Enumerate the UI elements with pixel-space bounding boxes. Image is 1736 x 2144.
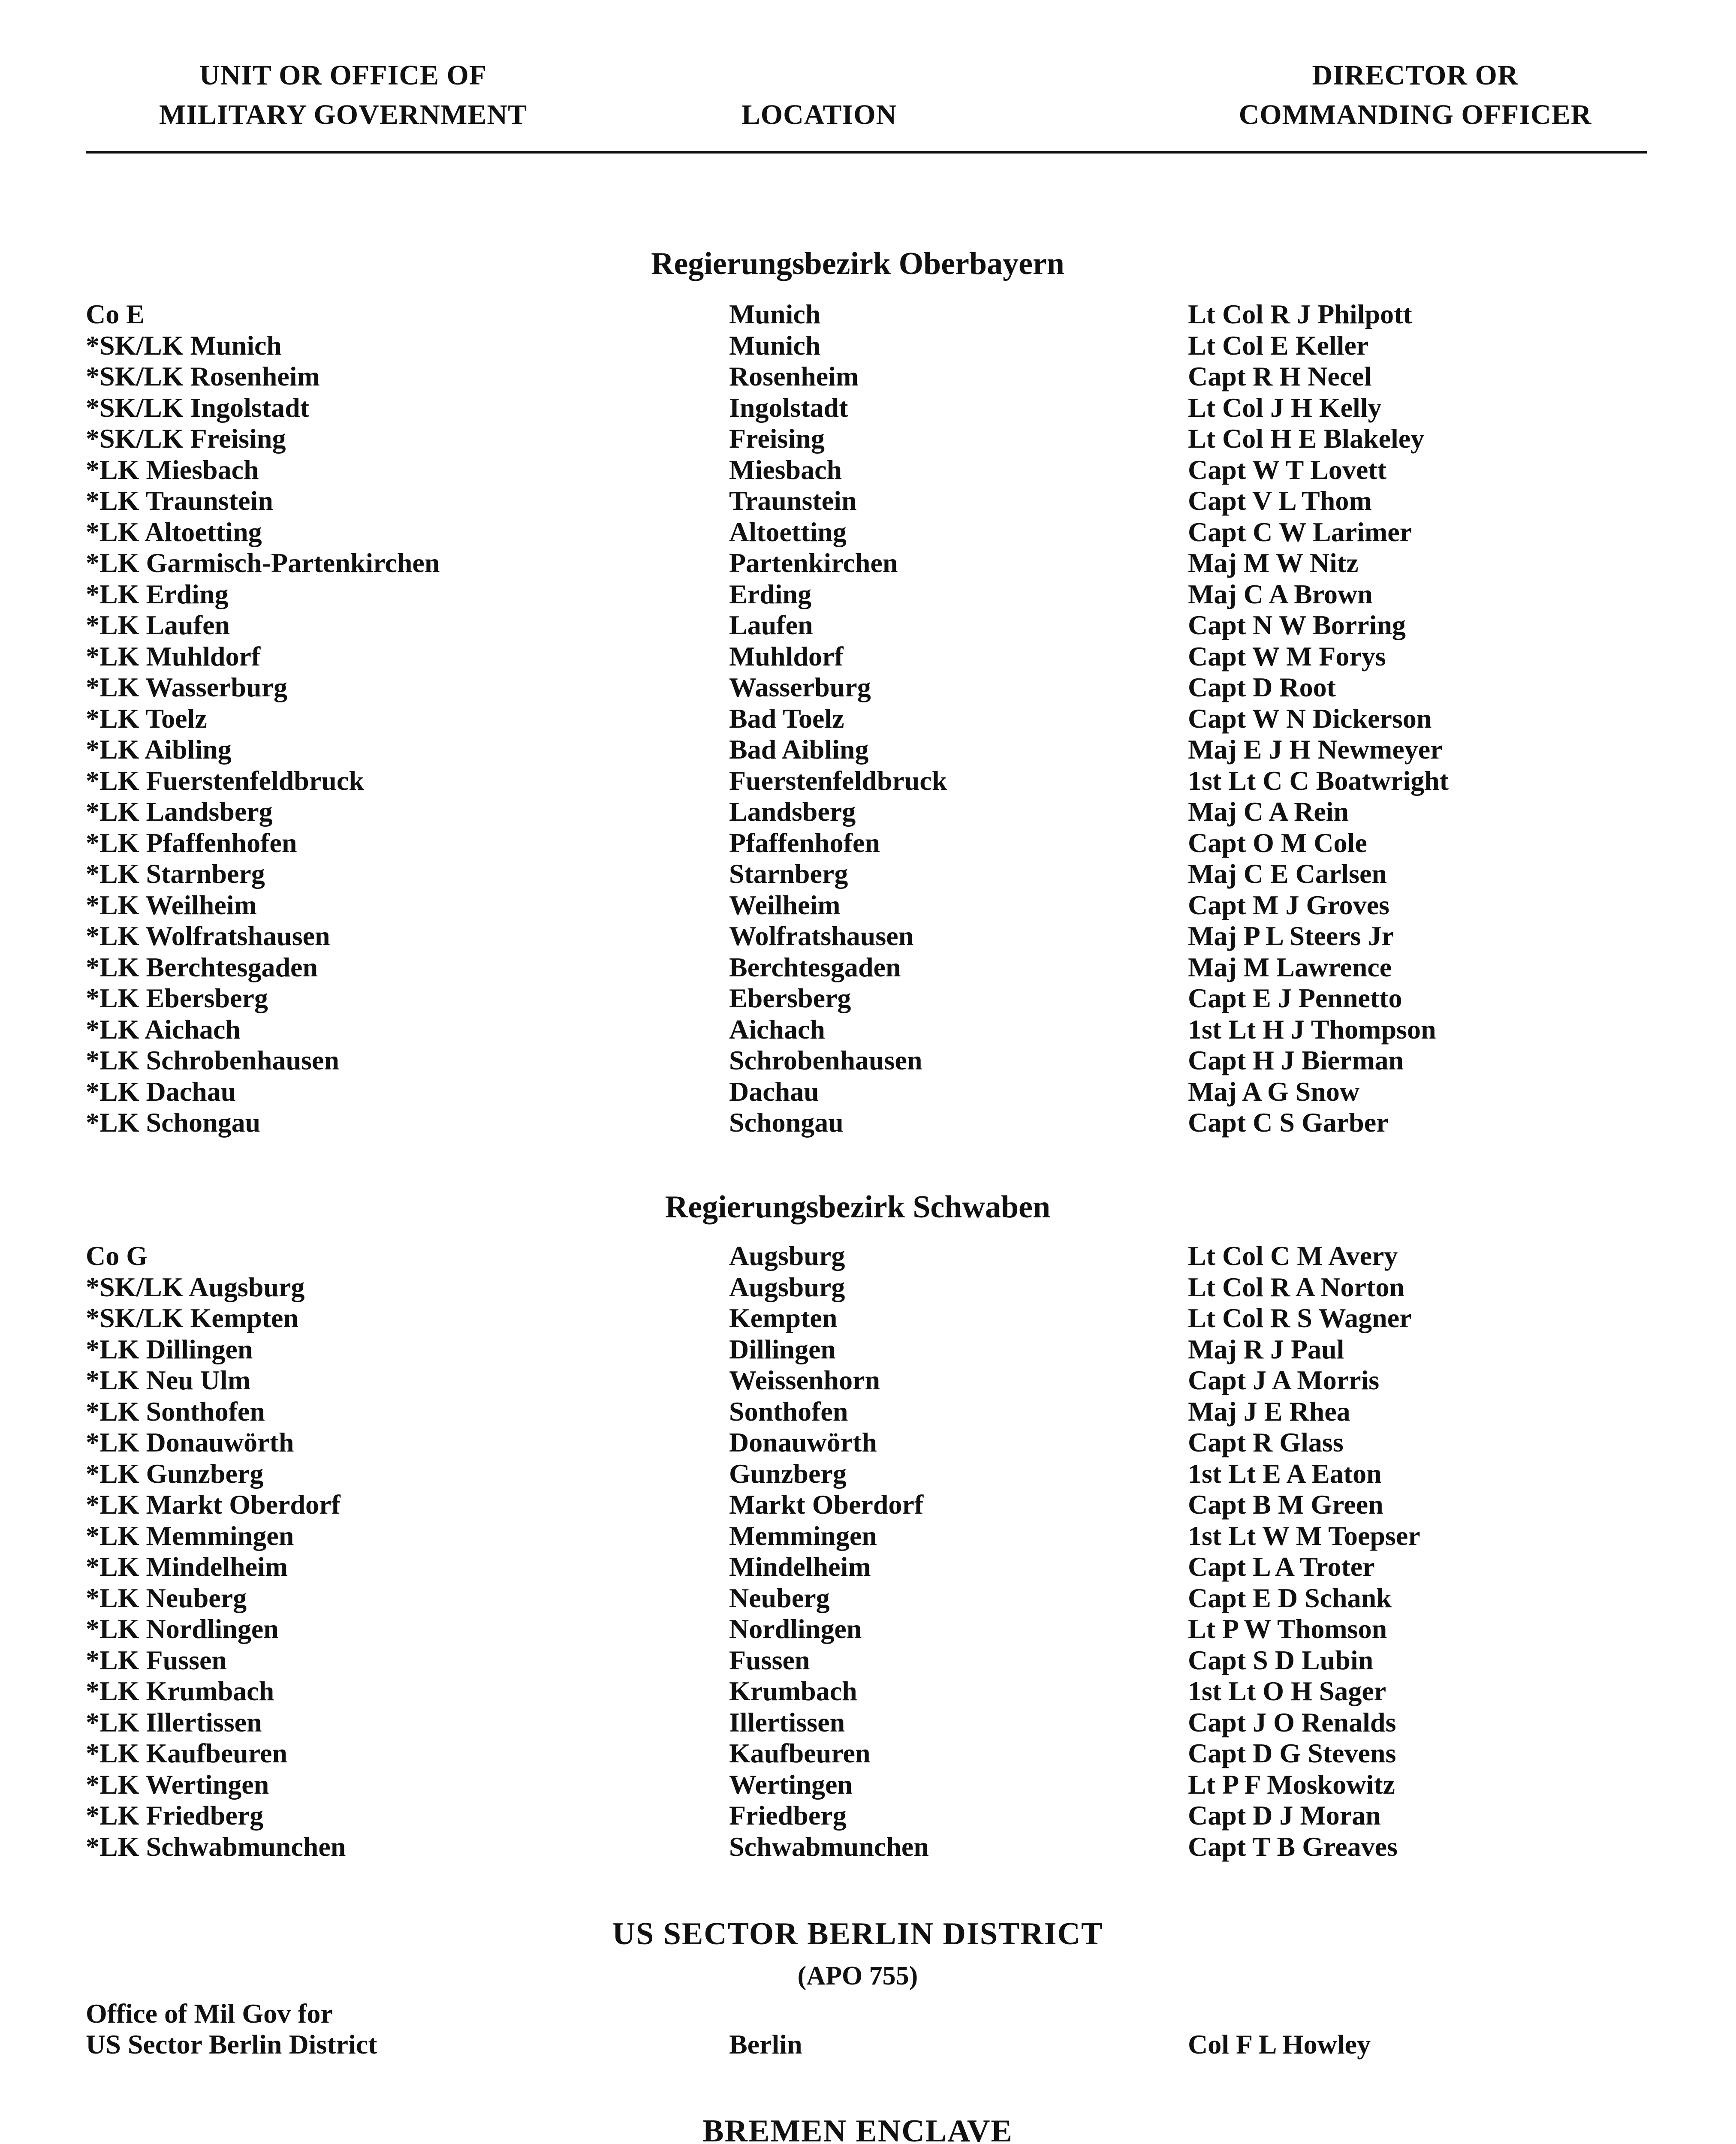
schwaben-location-cell: Nordlingen bbox=[729, 1614, 862, 1644]
oberbayern-unit-cell: *LK Aichach bbox=[86, 1014, 241, 1045]
oberbayern-director-cell: Capt W T Lovett bbox=[1188, 454, 1386, 485]
section-title-bremen: BREMEN ENCLAVE bbox=[702, 2114, 1013, 2144]
oberbayern-unit-cell: *LK Pfaffenhofen bbox=[86, 827, 297, 858]
schwaben-location-cell: Markt Oberdorf bbox=[729, 1489, 924, 1520]
berlin-location: Berlin bbox=[729, 2029, 802, 2060]
schwaben-location-cell: Illertissen bbox=[729, 1707, 845, 1737]
oberbayern-unit-cell: *LK Wasserburg bbox=[86, 672, 287, 702]
schwaben-director-cell: Lt Col C M Avery bbox=[1188, 1241, 1398, 1271]
schwaben-location-cell: Mindelheim bbox=[729, 1551, 871, 1582]
schwaben-director-cell: 1st Lt O H Sager bbox=[1188, 1676, 1386, 1706]
schwaben-director-cell: Capt E D Schank bbox=[1188, 1582, 1392, 1613]
schwaben-unit-cell: *LK Memmingen bbox=[86, 1520, 294, 1551]
oberbayern-location-column bbox=[729, 299, 1115, 1138]
oberbayern-director-cell: Maj M Lawrence bbox=[1188, 952, 1392, 982]
section-title-schwaben: Regierungsbezirk Schwaben bbox=[665, 1189, 1051, 1225]
oberbayern-location-cell: Starnberg bbox=[729, 858, 848, 889]
schwaben-location-cell: Kempten bbox=[729, 1303, 838, 1333]
schwaben-unit-cell: *SK/LK Kempten bbox=[86, 1303, 299, 1333]
schwaben-director-cell: Capt R Glass bbox=[1188, 1427, 1344, 1457]
oberbayern-unit-cell: *LK Muhldorf bbox=[86, 641, 261, 672]
oberbayern-location-cell: Landsberg bbox=[729, 796, 856, 827]
oberbayern-location-cell: Schrobenhausen bbox=[729, 1045, 922, 1075]
oberbayern-director-cell: 1st Lt H J Thompson bbox=[1188, 1014, 1436, 1045]
oberbayern-unit-cell: *LK Aibling bbox=[86, 734, 232, 765]
schwaben-unit-cell: *LK Mindelheim bbox=[86, 1551, 288, 1582]
oberbayern-location-cell: Wasserburg bbox=[729, 672, 871, 702]
schwaben-location-cell: Wertingen bbox=[729, 1769, 853, 1800]
schwaben-location-cell: Gunzberg bbox=[729, 1458, 847, 1489]
oberbayern-unit-cell: *SK/LK Munich bbox=[86, 330, 282, 361]
section-title-oberbayern: Regierungsbezirk Oberbayern bbox=[651, 246, 1064, 281]
oberbayern-director-cell: Capt H J Bierman bbox=[1188, 1045, 1404, 1075]
schwaben-director-cell: Capt T B Greaves bbox=[1188, 1831, 1398, 1862]
schwaben-unit-cell: *LK Donauwörth bbox=[86, 1427, 294, 1457]
oberbayern-director-cell: Maj C A Rein bbox=[1188, 796, 1349, 827]
oberbayern-unit-column bbox=[86, 299, 708, 1138]
oberbayern-director-cell: Lt Col R J Philpott bbox=[1188, 299, 1412, 329]
oberbayern-location-cell: Schongau bbox=[729, 1107, 844, 1138]
schwaben-director-cell: Capt S D Lubin bbox=[1188, 1644, 1374, 1675]
oberbayern-unit-cell: *LK Starnberg bbox=[86, 858, 265, 889]
schwaben-director-cell: Capt J A Morris bbox=[1188, 1365, 1380, 1395]
oberbayern-location-cell: Berchtesgaden bbox=[729, 952, 901, 982]
schwaben-location-cell: Dillingen bbox=[729, 1334, 836, 1364]
schwaben-unit-cell: *LK Nordlingen bbox=[86, 1614, 279, 1644]
oberbayern-director-cell: Lt Col H E Blakeley bbox=[1188, 423, 1425, 454]
oberbayern-director-cell: Capt W N Dickerson bbox=[1188, 703, 1432, 734]
schwaben-unit-cell: Co G bbox=[86, 1241, 148, 1271]
schwaben-unit-cell: *LK Friedberg bbox=[86, 1800, 264, 1831]
schwaben-director-cell: 1st Lt W M Toepser bbox=[1188, 1520, 1420, 1551]
schwaben-director-cell: Capt L A Troter bbox=[1188, 1551, 1375, 1582]
schwaben-director-cell: Lt Col R A Norton bbox=[1188, 1271, 1404, 1302]
oberbayern-director-cell: Lt Col E Keller bbox=[1188, 330, 1369, 361]
header-director-line2: COMMANDING OFFICER bbox=[1239, 99, 1592, 130]
schwaben-location-cell: Weissenhorn bbox=[729, 1365, 880, 1395]
schwaben-director-column bbox=[1188, 1241, 1724, 1862]
header-location: LOCATION bbox=[741, 99, 897, 130]
oberbayern-location-cell: Weilheim bbox=[729, 889, 841, 920]
oberbayern-unit-cell: *LK Miesbach bbox=[86, 454, 259, 485]
oberbayern-unit-cell: Co E bbox=[86, 299, 145, 329]
oberbayern-director-cell: Capt V L Thom bbox=[1188, 485, 1372, 516]
oberbayern-location-cell: Ebersberg bbox=[729, 983, 851, 1013]
schwaben-director-cell: 1st Lt E A Eaton bbox=[1188, 1458, 1382, 1489]
oberbayern-unit-cell: *LK Laufen bbox=[86, 610, 230, 640]
schwaben-location-cell: Friedberg bbox=[729, 1800, 847, 1831]
oberbayern-director-cell: Capt M J Groves bbox=[1188, 889, 1389, 920]
oberbayern-location-cell: Freising bbox=[729, 423, 825, 454]
oberbayern-unit-cell: *SK/LK Freising bbox=[86, 423, 286, 454]
schwaben-location-cell: Augsburg bbox=[729, 1241, 845, 1271]
oberbayern-unit-cell: *LK Garmisch-Partenkirchen bbox=[86, 548, 440, 578]
oberbayern-unit-cell: *LK Schongau bbox=[86, 1107, 261, 1138]
oberbayern-location-cell: Erding bbox=[729, 578, 812, 609]
oberbayern-director-cell: Maj A G Snow bbox=[1188, 1076, 1360, 1107]
schwaben-director-cell: Capt D G Stevens bbox=[1188, 1738, 1396, 1768]
schwaben-location-cell: Donauwörth bbox=[729, 1427, 877, 1457]
schwaben-unit-cell: *LK Illertissen bbox=[86, 1707, 262, 1737]
schwaben-director-cell: Lt P W Thomson bbox=[1188, 1614, 1387, 1644]
oberbayern-location-cell: Rosenheim bbox=[729, 361, 859, 391]
schwaben-unit-cell: *LK Dillingen bbox=[86, 1334, 253, 1364]
berlin-unit-line2: US Sector Berlin District bbox=[86, 2029, 377, 2060]
schwaben-unit-cell: *LK Sonthofen bbox=[86, 1396, 265, 1427]
oberbayern-location-cell: Altoetting bbox=[729, 516, 847, 547]
oberbayern-unit-cell: *LK Traunstein bbox=[86, 485, 273, 516]
berlin-director: Col F L Howley bbox=[1188, 2029, 1371, 2060]
schwaben-director-cell: Capt J O Renalds bbox=[1188, 1707, 1396, 1737]
oberbayern-unit-cell: *LK Ebersberg bbox=[86, 983, 268, 1013]
schwaben-unit-cell: *LK Neuberg bbox=[86, 1582, 247, 1613]
schwaben-director-cell: Capt D J Moran bbox=[1188, 1800, 1381, 1831]
schwaben-director-cell: Maj R J Paul bbox=[1188, 1334, 1344, 1364]
oberbayern-location-cell: Munich bbox=[729, 330, 821, 361]
oberbayern-director-cell: Capt R H Necel bbox=[1188, 361, 1372, 391]
oberbayern-unit-cell: *LK Erding bbox=[86, 578, 229, 609]
oberbayern-director-column bbox=[1188, 299, 1724, 1138]
schwaben-unit-cell: *LK Schwabmunchen bbox=[86, 1831, 346, 1862]
oberbayern-director-cell: Maj M W Nitz bbox=[1188, 548, 1359, 578]
oberbayern-unit-cell: *LK Schrobenhausen bbox=[86, 1045, 339, 1075]
berlin-unit bbox=[86, 1998, 377, 2060]
oberbayern-director-cell: Capt O M Cole bbox=[1188, 827, 1367, 858]
header-director bbox=[1158, 56, 1673, 135]
schwaben-unit-cell: *LK Fussen bbox=[86, 1644, 227, 1675]
schwaben-director-cell: Lt Col R S Wagner bbox=[1188, 1303, 1412, 1333]
oberbayern-director-cell: Capt C S Garber bbox=[1188, 1107, 1389, 1138]
oberbayern-location-cell: Ingolstadt bbox=[729, 392, 848, 423]
oberbayern-location-cell: Laufen bbox=[729, 610, 813, 640]
header-unit-line2: MILITARY GOVERNMENT bbox=[159, 99, 527, 130]
oberbayern-location-cell: Munich bbox=[729, 299, 821, 329]
schwaben-location-cell: Sonthofen bbox=[729, 1396, 848, 1427]
oberbayern-unit-cell: *LK Dachau bbox=[86, 1076, 236, 1107]
oberbayern-director-cell: Capt D Root bbox=[1188, 672, 1336, 702]
oberbayern-location-cell: Wolfratshausen bbox=[729, 921, 914, 951]
schwaben-location-cell: Krumbach bbox=[729, 1676, 857, 1706]
schwaben-unit-cell: *LK Kaufbeuren bbox=[86, 1738, 287, 1768]
oberbayern-location-cell: Bad Toelz bbox=[729, 703, 844, 734]
oberbayern-director-cell: 1st Lt C C Boatwright bbox=[1188, 765, 1449, 796]
berlin-apo: (APO 755) bbox=[797, 1961, 918, 1990]
header-rule bbox=[86, 151, 1647, 154]
schwaben-director-cell: Maj J E Rhea bbox=[1188, 1396, 1350, 1427]
schwaben-director-cell: Capt B M Green bbox=[1188, 1489, 1383, 1520]
schwaben-unit-cell: *LK Neu Ulm bbox=[86, 1365, 250, 1395]
berlin-unit-line1: Office of Mil Gov for bbox=[86, 1998, 333, 2029]
oberbayern-location-cell: Dachau bbox=[729, 1076, 819, 1107]
oberbayern-director-cell: Capt C W Larimer bbox=[1188, 516, 1412, 547]
schwaben-location-cell: Fussen bbox=[729, 1644, 810, 1675]
oberbayern-unit-cell: *SK/LK Rosenheim bbox=[86, 361, 320, 391]
schwaben-location-cell: Schwabmunchen bbox=[729, 1831, 929, 1862]
schwaben-location-cell: Neuberg bbox=[729, 1582, 830, 1613]
oberbayern-director-cell: Maj C E Carlsen bbox=[1188, 858, 1387, 889]
oberbayern-unit-cell: *LK Wolfratshausen bbox=[86, 921, 330, 951]
oberbayern-unit-cell: *LK Landsberg bbox=[86, 796, 273, 827]
oberbayern-director-cell: Capt W M Forys bbox=[1188, 641, 1386, 672]
schwaben-director-cell: Lt P F Moskowitz bbox=[1188, 1769, 1395, 1800]
oberbayern-director-cell: Lt Col J H Kelly bbox=[1188, 392, 1382, 423]
oberbayern-location-cell: Aichach bbox=[729, 1014, 825, 1045]
oberbayern-director-cell: Maj E J H Newmeyer bbox=[1188, 734, 1443, 765]
schwaben-unit-cell: *LK Gunzberg bbox=[86, 1458, 264, 1489]
oberbayern-location-cell: Partenkirchen bbox=[729, 548, 898, 578]
schwaben-location-column bbox=[729, 1241, 1115, 1862]
header-director-line1: DIRECTOR OR bbox=[1312, 60, 1519, 91]
oberbayern-location-cell: Pfaffenhofen bbox=[729, 827, 880, 858]
oberbayern-director-cell: Capt E J Pennetto bbox=[1188, 983, 1402, 1013]
oberbayern-unit-cell: *LK Altoetting bbox=[86, 516, 262, 547]
schwaben-location-cell: Augsburg bbox=[729, 1271, 845, 1302]
schwaben-unit-column bbox=[86, 1241, 708, 1862]
schwaben-location-cell: Memmingen bbox=[729, 1520, 877, 1551]
schwaben-unit-cell: *LK Krumbach bbox=[86, 1676, 274, 1706]
oberbayern-location-cell: Miesbach bbox=[729, 454, 842, 485]
oberbayern-unit-cell: *SK/LK Ingolstadt bbox=[86, 392, 310, 423]
oberbayern-location-cell: Fuerstenfeldbruck bbox=[729, 765, 947, 796]
oberbayern-location-cell: Muhldorf bbox=[729, 641, 844, 672]
oberbayern-unit-cell: *LK Toelz bbox=[86, 703, 207, 734]
header-unit-line1: UNIT OR OFFICE OF bbox=[199, 60, 487, 91]
header-unit bbox=[86, 56, 600, 135]
oberbayern-unit-cell: *LK Weilheim bbox=[86, 889, 257, 920]
oberbayern-unit-cell: *LK Berchtesgaden bbox=[86, 952, 318, 982]
oberbayern-director-cell: Capt N W Borring bbox=[1188, 610, 1406, 640]
schwaben-unit-cell: *LK Wertingen bbox=[86, 1769, 269, 1800]
oberbayern-unit-cell: *LK Fuerstenfeldbruck bbox=[86, 765, 364, 796]
oberbayern-location-cell: Bad Aibling bbox=[729, 734, 869, 765]
schwaben-unit-cell: *SK/LK Augsburg bbox=[86, 1271, 305, 1302]
oberbayern-location-cell: Traunstein bbox=[729, 485, 857, 516]
schwaben-unit-cell: *LK Markt Oberdorf bbox=[86, 1489, 341, 1520]
oberbayern-director-cell: Maj C A Brown bbox=[1188, 578, 1373, 609]
section-title-berlin: US SECTOR BERLIN DISTRICT bbox=[612, 1916, 1103, 1951]
oberbayern-director-cell: Maj P L Steers Jr bbox=[1188, 921, 1394, 951]
schwaben-location-cell: Kaufbeuren bbox=[729, 1738, 871, 1768]
